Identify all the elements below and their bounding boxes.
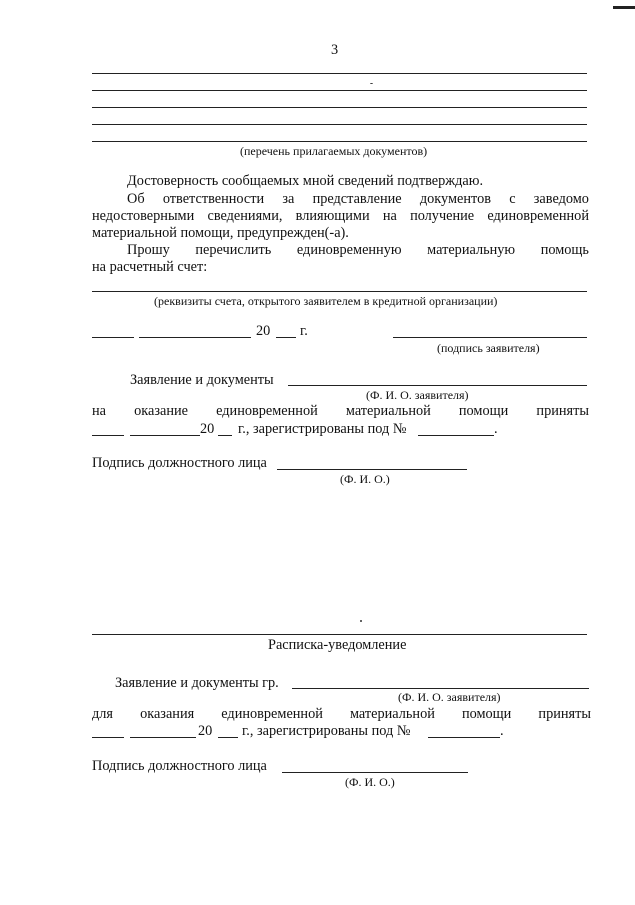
- word: за: [282, 191, 295, 207]
- word: на: [92, 403, 106, 419]
- word: недостоверными: [92, 208, 195, 224]
- confirm-text: Достоверность сообщаемых мной сведений подтверждаю.: [127, 173, 484, 189]
- word: единовременной: [487, 208, 589, 224]
- receipt-title: Расписка-уведомление: [268, 637, 407, 653]
- responsibility-line-2: [92, 208, 589, 225]
- receipt-year-blank: [218, 737, 238, 738]
- request-line-2: на расчетный счет:: [92, 259, 208, 275]
- receipt-official-label: Подпись должностного лица: [92, 758, 267, 774]
- documents-line-4: [92, 124, 587, 125]
- word: Об: [127, 191, 145, 207]
- word: представление: [312, 191, 402, 207]
- acceptance-number-blank: [418, 435, 494, 436]
- receipt-number-blank: [428, 737, 500, 738]
- official-signature-line: [277, 469, 467, 470]
- acceptance-month-blank: [130, 435, 200, 436]
- account-details-caption: (реквизиты счета, открытого заявителем в кредитной организации): [154, 294, 498, 308]
- word: заведомо: [533, 191, 589, 207]
- applicant-signature-caption: (подпись заявителя): [437, 341, 540, 355]
- account-details-line: [92, 291, 587, 292]
- word: перечислить: [195, 242, 272, 258]
- receipt-fio-caption: (Ф. И. О. заявителя): [398, 690, 501, 704]
- responsibility-line-3: материальной помощи, предупрежден(-а).: [92, 225, 349, 241]
- word: единовременной: [221, 706, 323, 722]
- word: влияющими: [295, 208, 370, 224]
- responsibility-line-1: [127, 191, 589, 208]
- acceptance-label: Заявление и документы: [130, 372, 274, 388]
- date-year-prefix: 20: [256, 323, 271, 339]
- scan-edge-mark: [613, 6, 635, 9]
- page-number: 3: [331, 42, 339, 58]
- receipt-period: .: [500, 723, 504, 739]
- documents-caption: (перечень прилагаемых документов): [240, 144, 428, 158]
- word: материальную: [427, 242, 516, 258]
- word: материальной: [349, 706, 435, 722]
- word: оказания: [140, 706, 195, 722]
- word: с: [509, 191, 516, 207]
- documents-line-5: [92, 141, 587, 142]
- word: помощи: [461, 706, 512, 722]
- receipt-registered-text: г., зарегистрированы под №: [242, 723, 411, 739]
- official-signature-label: Подпись должностного лица: [92, 455, 267, 471]
- documents-line-2: [92, 90, 587, 91]
- word: приняты: [536, 403, 589, 419]
- receipt-month-blank: [130, 737, 196, 738]
- applicant-signature-line: [393, 337, 587, 338]
- date-year-blank: [276, 337, 296, 338]
- documents-line-3: [92, 107, 587, 108]
- acceptance-line: [92, 403, 589, 420]
- word: получение: [410, 208, 475, 224]
- receipt-official-line: [282, 772, 468, 773]
- official-signature-caption: (Ф. И. О.): [340, 472, 390, 486]
- word: документов: [419, 191, 491, 207]
- acceptance-year-prefix: 20: [200, 421, 215, 437]
- receipt-label: Заявление и документы гр.: [115, 675, 279, 691]
- receipt-cut-line: [92, 634, 587, 635]
- request-line-1: [127, 242, 589, 259]
- word: единовременной: [216, 403, 318, 419]
- receipt-acceptance-line: [92, 706, 591, 723]
- date-month-blank: [139, 337, 251, 338]
- scan-speck: [370, 83, 373, 84]
- date-day-blank: [92, 337, 134, 338]
- word: приняты: [538, 706, 591, 722]
- word: для: [92, 706, 113, 722]
- date-year-suffix: г.: [300, 323, 308, 339]
- word: помощь: [540, 242, 589, 258]
- acceptance-fio-caption: (Ф. И. О. заявителя): [366, 388, 469, 402]
- acceptance-fio-line: [288, 385, 587, 386]
- word: на: [382, 208, 397, 224]
- receipt-day-blank: [92, 737, 124, 738]
- word: единовременную: [296, 242, 402, 258]
- receipt-year-prefix: 20: [198, 723, 213, 739]
- word: ответственности: [162, 191, 265, 207]
- word: сведениями,: [207, 208, 283, 224]
- documents-line-1: [92, 73, 587, 74]
- acceptance-period: .: [494, 421, 498, 437]
- acceptance-year-blank: [218, 435, 232, 436]
- word: Прошу: [127, 242, 170, 258]
- scan-speck: [360, 620, 362, 622]
- acceptance-registered-text: г., зарегистрированы под №: [238, 421, 407, 437]
- receipt-official-caption: (Ф. И. О.): [345, 775, 395, 789]
- acceptance-day-blank: [92, 435, 124, 436]
- word: оказание: [134, 403, 188, 419]
- word: материальной: [345, 403, 431, 419]
- receipt-fio-line: [292, 688, 589, 689]
- word: помощи: [458, 403, 509, 419]
